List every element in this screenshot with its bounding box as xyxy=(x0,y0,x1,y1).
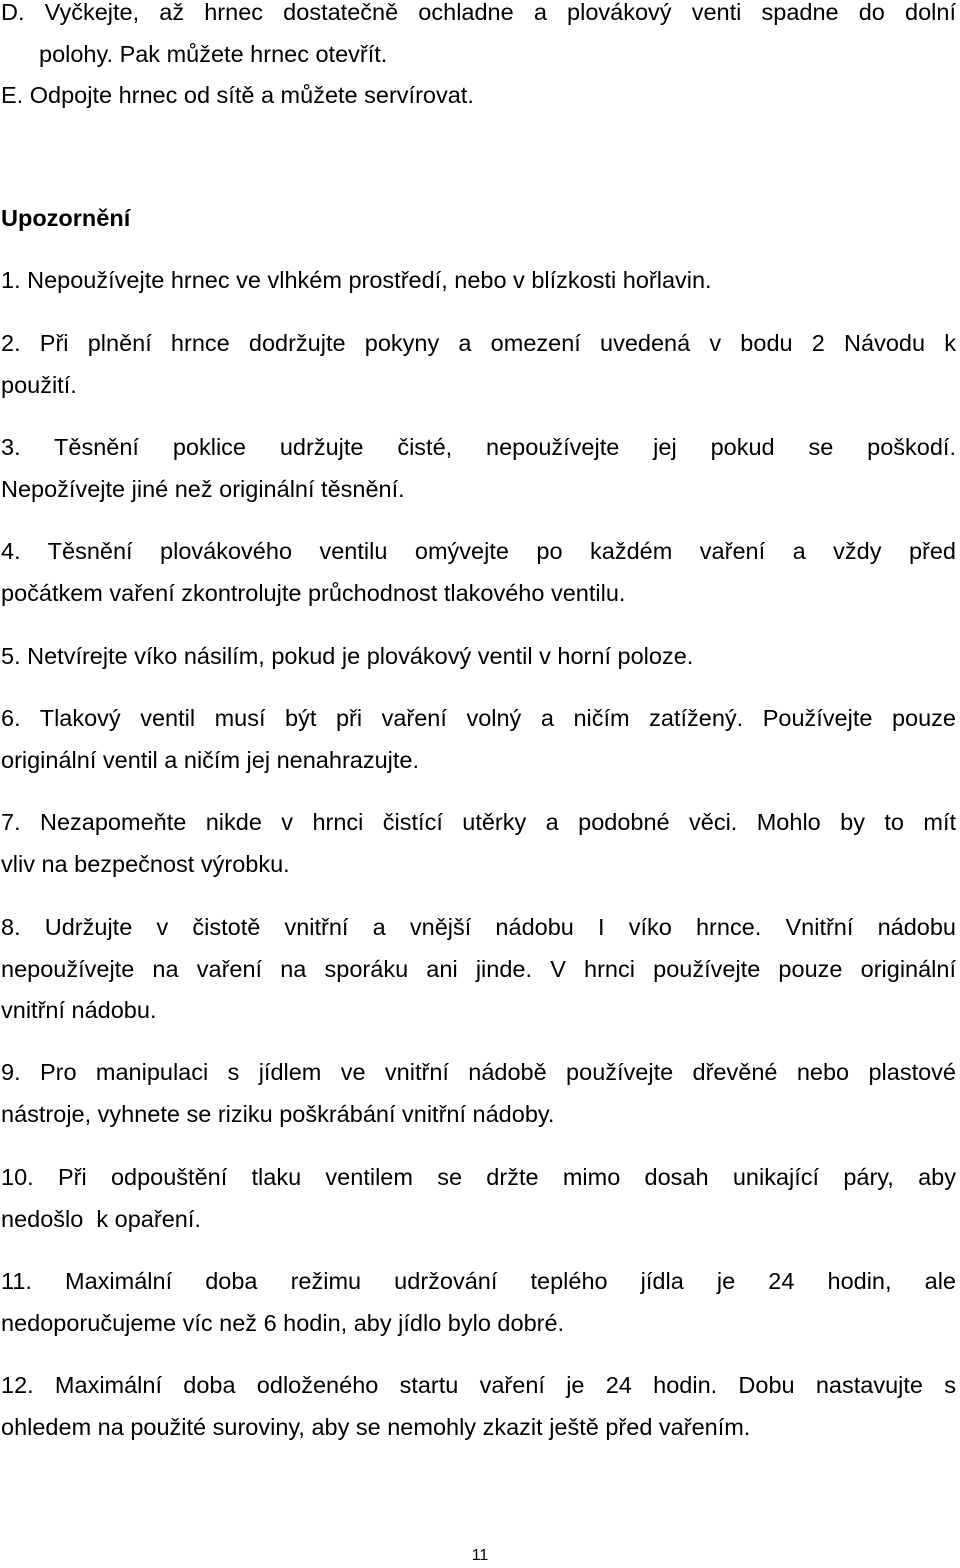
step-d-line-2: polohy. Pak můžete hrnec otevřít. xyxy=(39,40,388,67)
warning-item-12-line-1: 12. Maximální doba odloženého startu vaření je 24 hodin. Dobu nastavujte s xyxy=(1,1372,956,1398)
warning-item-11-line-1: 11. Maximální doba režimu udržování teplého jídla je 24 hodin, ale xyxy=(1,1268,956,1294)
warning-item-2-line-1: 2. Při plnění hrnce dodržujte pokyny a omezení uvedená v bodu 2 Návodu k xyxy=(1,330,956,356)
warning-item-1 xyxy=(1,260,956,302)
warning-item-12 xyxy=(1,1365,956,1448)
warning-item-1-line-1: 1. Nepoužívejte hrnec ve vlhkém prostředí, nebo v blízkosti hořlavin. xyxy=(1,267,712,293)
warning-item-9-line-2: nástroje, vyhnete se riziku poškrábání vnitřní nádoby. xyxy=(1,1100,555,1127)
step-e xyxy=(1,75,956,117)
warning-item-4-line-2: počátkem vaření zkontrolujte průchodnost tlakového ventilu. xyxy=(1,579,626,606)
warning-item-5-line-1: 5. Netvírejte víko násilím, pokud je plovákový ventil v horní poloze. xyxy=(1,643,694,669)
warning-item-11 xyxy=(1,1261,956,1344)
warning-item-8 xyxy=(1,907,956,1032)
warning-item-3 xyxy=(1,427,956,510)
warning-item-3-line-1: 3. Těsnění poklice udržujte čisté, nepoužívejte jej pokud se poškodí. xyxy=(1,434,956,460)
warning-item-12-line-2: ohledem na použité suroviny, aby se nemohly zkazit ještě před vařením. xyxy=(1,1413,751,1440)
warning-item-2-line-2: použití. xyxy=(1,371,77,398)
warning-item-6-line-1: 6. Tlakový ventil musí být při vaření volný a ničím zatížený. Používejte pouze xyxy=(1,705,956,731)
page-number: 11 xyxy=(471,1547,489,1564)
warning-item-7-line-1: 7. Nezapomeňte nikde v hrnci čistící utěrky a podobné věci. Mohlo by to mít xyxy=(1,809,956,835)
warning-item-9-line-1: 9. Pro manipulaci s jídlem ve vnitřní nádobě používejte dřevěné nebo plastové xyxy=(1,1059,956,1085)
warning-item-8-line-1: 8. Udržujte v čistotě vnitřní a vnější nádobu I víko hrnce. Vnitřní nádobu xyxy=(1,914,956,940)
warning-item-7-line-2: vliv na bezpečnost výrobku. xyxy=(1,850,290,877)
warning-item-8-line-3: vnitřní nádobu. xyxy=(1,997,157,1024)
warning-heading: Upozornění xyxy=(1,205,131,231)
step-e-line-1: E. Odpojte hrnec od sítě a můžete servírovat. xyxy=(1,82,474,108)
warning-item-11-line-2: nedoporučujeme víc než 6 hodin, aby jídlo bylo dobré. xyxy=(1,1309,565,1336)
warning-item-8-line-2: nepoužívejte na vaření na sporáku ani jinde. V hrnci používejte pouze originální xyxy=(1,955,956,982)
warning-item-9 xyxy=(1,1052,956,1135)
step-d xyxy=(1,0,956,75)
warning-item-10 xyxy=(1,1157,956,1240)
warning-item-10-line-2: nedošlo k opaření. xyxy=(1,1205,201,1232)
warning-item-3-line-2: Nepožívejte jiné než originální těsnění. xyxy=(1,475,405,502)
warning-item-6 xyxy=(1,698,956,781)
warning-item-10-line-1: 10. Při odpouštění tlaku ventilem se držte mimo dosah unikající páry, aby xyxy=(1,1164,956,1190)
warning-item-4 xyxy=(1,531,956,614)
warning-item-4-line-1: 4. Těsnění plovákového ventilu omývejte po každém vaření a vždy před xyxy=(1,538,956,564)
warning-item-2 xyxy=(1,323,956,406)
warning-item-7 xyxy=(1,802,956,885)
warning-item-6-line-2: originální ventil a ničím jej nenahrazujte. xyxy=(1,746,420,773)
warning-item-5 xyxy=(1,636,956,678)
step-d-line-1: D. Vyčkejte, až hrnec dostatečně ochladne a plovákový venti spadne do dolní xyxy=(1,0,956,25)
